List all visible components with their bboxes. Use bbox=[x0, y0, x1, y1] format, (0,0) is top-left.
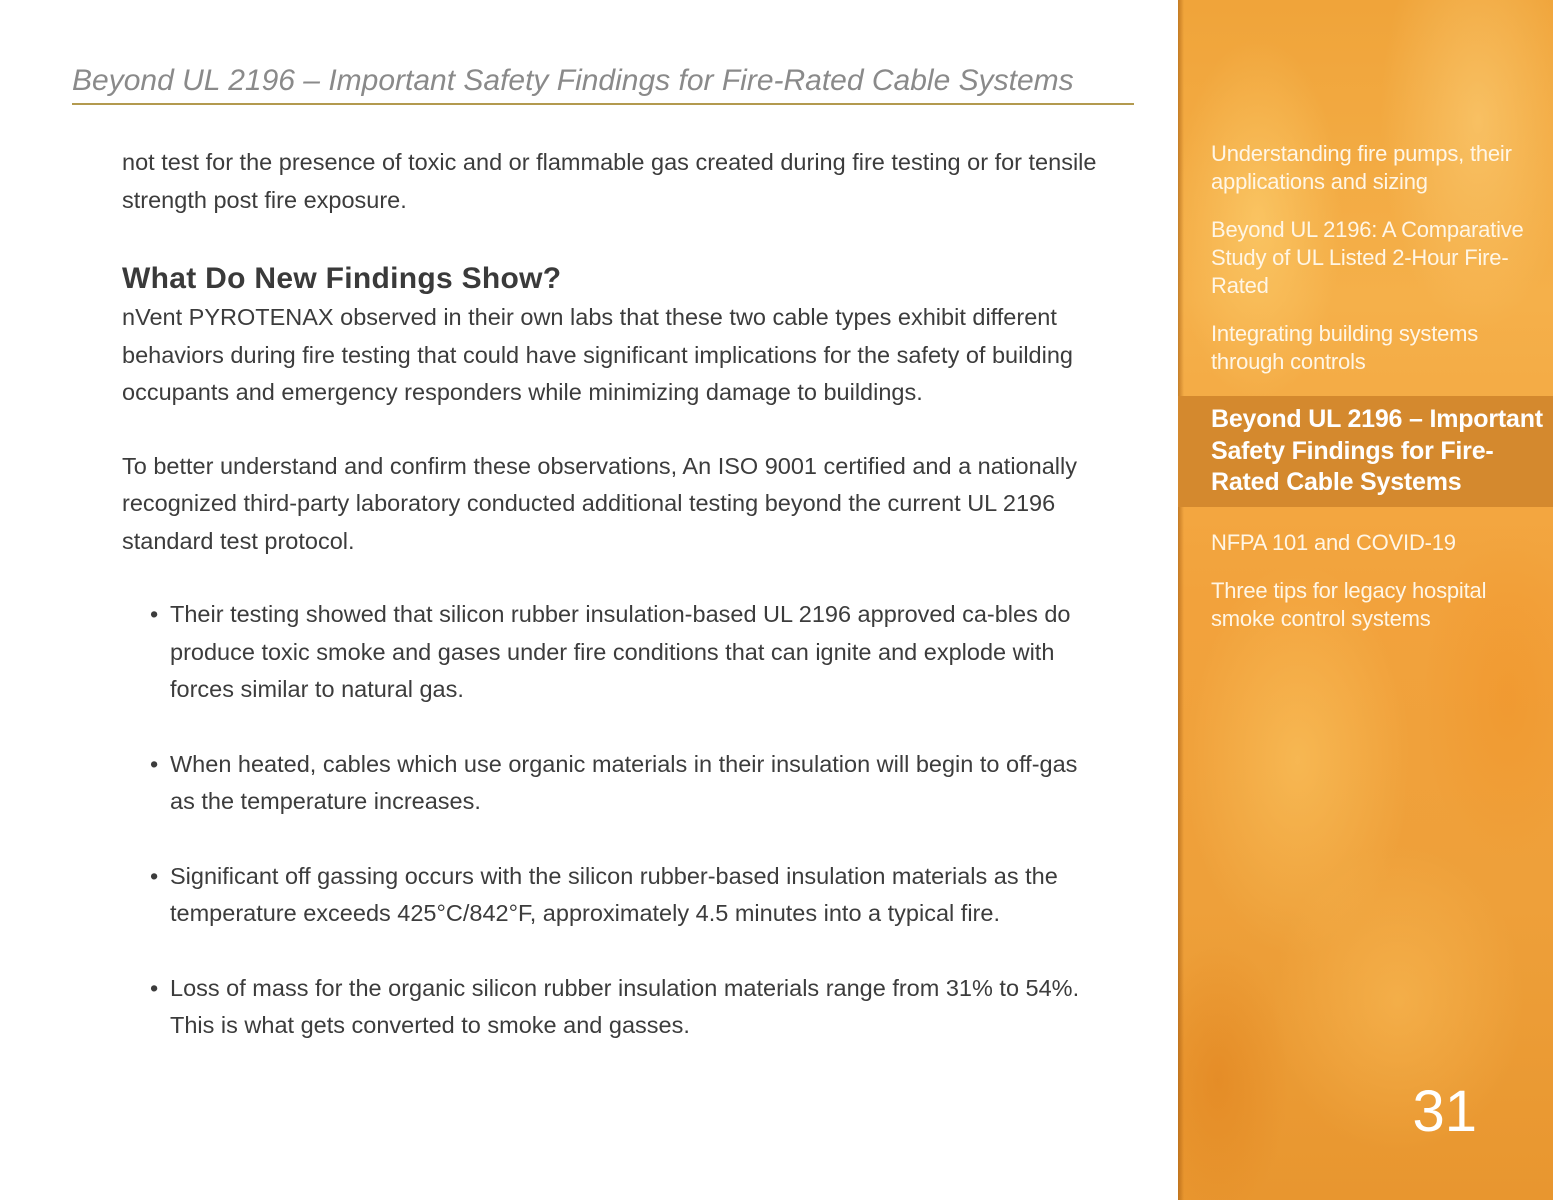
running-head: Beyond UL 2196 – Important Safety Findings for Fire-Rated Cable Systems bbox=[72, 64, 1134, 105]
list-item bbox=[150, 596, 1107, 709]
body-content bbox=[122, 144, 1107, 1082]
bullet-icon: • bbox=[150, 601, 159, 627]
list-item-text: When heated, cables which use organic materials in their insulation will begin to off-gas as the temperature increases. bbox=[170, 750, 1078, 814]
page-number: 31 bbox=[1412, 1079, 1477, 1144]
toc-item-integrating-systems[interactable]: Integrating building systems through controls bbox=[1211, 321, 1479, 374]
toc-item-comparative-study[interactable]: Beyond UL 2196: A Comparative Study of UL Listed 2-Hour Fire-Rated bbox=[1211, 217, 1524, 298]
list-item-text: Their testing showed that silicon rubber insulation-based UL 2196 approved ca-bles do produce toxic smoke and gases under fire conditions that can ignite and explode with forces similar to natural gas. bbox=[170, 601, 1071, 702]
sidebar-edge bbox=[1178, 0, 1184, 1200]
table-of-contents bbox=[1211, 140, 1543, 653]
list-item-text: Loss of mass for the organic silicon rubber insulation materials range from 31% to 54%. This is what gets converted to smoke and gasses. bbox=[170, 974, 1080, 1038]
intro-paragraph: not test for the presence of toxic and or flammable gas created during fire testing or for tensile strength post fire exposure. bbox=[122, 149, 1097, 213]
list-item bbox=[150, 858, 1107, 933]
findings-paragraph-2: To better understand and confirm these observations, An ISO 9001 certified and a nationally recognized third-party laboratory conducted additional testing beyond the current UL 2196 standard test protocol. bbox=[122, 452, 1077, 554]
sidebar-navigation bbox=[1178, 0, 1553, 1200]
bullet-icon: • bbox=[150, 750, 159, 777]
list-item-text: Significant off gassing occurs with the silicon rubber-based insulation materials as the temperature exceeds 425°C/842°F, approximately 4.5 minutes into a typical fire. bbox=[170, 862, 1058, 926]
toc-item-smoke-control[interactable]: Three tips for legacy hospital smoke control systems bbox=[1211, 577, 1487, 631]
toc-item-safety-findings-active[interactable]: Beyond UL 2196 – Important Safety Findings for Fire-Rated Cable Systems bbox=[1178, 396, 1553, 507]
list-item bbox=[150, 746, 1107, 821]
list-item bbox=[150, 970, 1107, 1045]
bullet-icon: • bbox=[150, 974, 159, 1001]
bullet-icon: • bbox=[150, 862, 159, 889]
toc-item-nfpa-covid[interactable]: NFPA 101 and COVID-19 bbox=[1211, 529, 1456, 555]
findings-paragraph-1: nVent PYROTENAX observed in their own labs that these two cable types exhibit different behaviors during fire testing that could have significant implications for the safety of building occupants and emergency responders while minimizing damage to buildings. bbox=[122, 304, 1073, 405]
section-heading: What Do New Findings Show? bbox=[122, 262, 562, 295]
findings-list bbox=[122, 596, 1107, 1045]
toc-item-fire-pumps[interactable]: Understanding fire pumps, their applications and sizing bbox=[1211, 141, 1512, 194]
